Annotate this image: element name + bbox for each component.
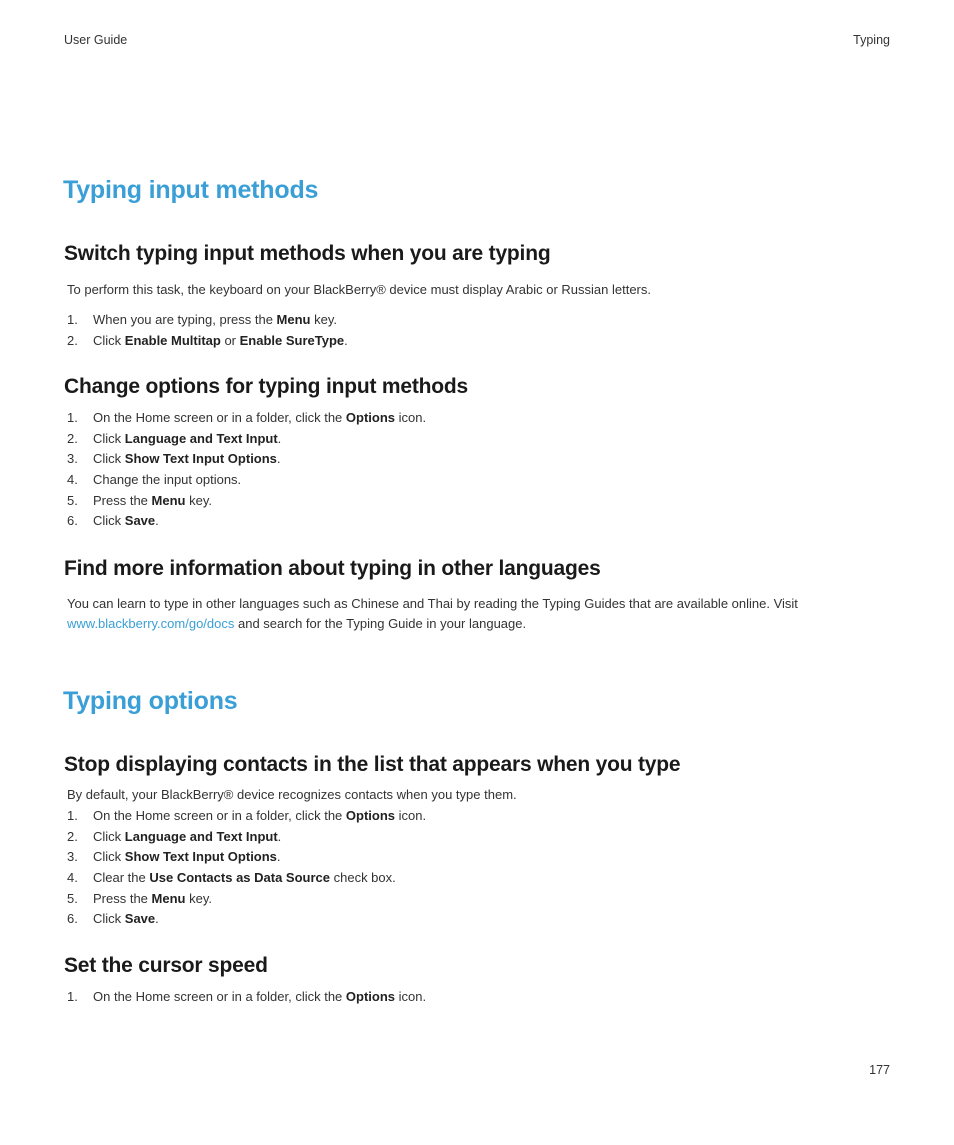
list-item: 3. Click Show Text Input Options. (67, 451, 281, 467)
heading-switch-typing-input-methods: Switch typing input methods when you are typing (64, 242, 551, 265)
list-item: 1. On the Home screen or in a folder, click the Options icon. (67, 808, 427, 823)
stop-intro: By default, your BlackBerry® device recognizes contacts when you type them. (67, 787, 517, 802)
heading-set-cursor-speed: Set the cursor speed (64, 954, 268, 977)
list-item: 6. Click Save. (67, 911, 159, 927)
list-item: 4. Clear the Use Contacts as Data Source check box. (67, 870, 396, 886)
section-title-typing-input-methods: Typing input methods (63, 176, 319, 204)
menu-key-label: Menu (276, 312, 311, 327)
find-more-paragraph: You can learn to type in other languages such as Chinese and Thai by reading the Typing Guides that are available online. Visit www.blackberry.com/go/docs and search for the Typing Guide in your language. (67, 596, 798, 631)
page-number: 177 (869, 1063, 890, 1077)
list-item: 1. On the Home screen or in a folder, click the Options icon. (67, 989, 427, 1004)
enable-suretype-label: Enable SureType (239, 332, 345, 348)
list-item: 5. Press the Menu key. (67, 492, 212, 508)
enable-multitap-label: Enable Multitap (124, 332, 221, 348)
running-header-right: Typing (853, 33, 890, 47)
list-item: 3. Click Show Text Input Options. (67, 849, 281, 865)
heading-change-options: Change options for typing input methods (64, 375, 468, 398)
section-title-typing-options: Typing options (63, 687, 238, 715)
list-item: 1. When you are typing, press the Menu key. (67, 312, 337, 327)
list-item: 2. Click Enable Multitap or Enable SureType. (67, 332, 348, 348)
list-item: 1. On the Home screen or in a folder, click the Options icon. (67, 410, 427, 425)
list-item: 2. Click Language and Text Input. (67, 430, 282, 446)
switch-steps (67, 310, 348, 351)
list-item: 6. Click Save. (67, 513, 159, 529)
change-steps (67, 408, 426, 532)
heading-stop-displaying-contacts: Stop displaying contacts in the list that appears when you type (64, 753, 681, 776)
switch-intro: To perform this task, the keyboard on your BlackBerry® device must display Arabic or Russian letters. (67, 282, 651, 297)
list-item: 5. Press the Menu key. (67, 890, 212, 906)
blackberry-docs-link[interactable]: www.blackberry.com/go/docs (67, 616, 235, 631)
list-item: 4. Change the input options. (67, 472, 242, 488)
cursor-steps (67, 987, 426, 1008)
stop-steps (67, 806, 426, 930)
list-item: 2. Click Language and Text Input. (67, 828, 282, 844)
heading-find-more-information: Find more information about typing in other languages (64, 557, 601, 580)
running-header-left: User Guide (64, 33, 128, 47)
